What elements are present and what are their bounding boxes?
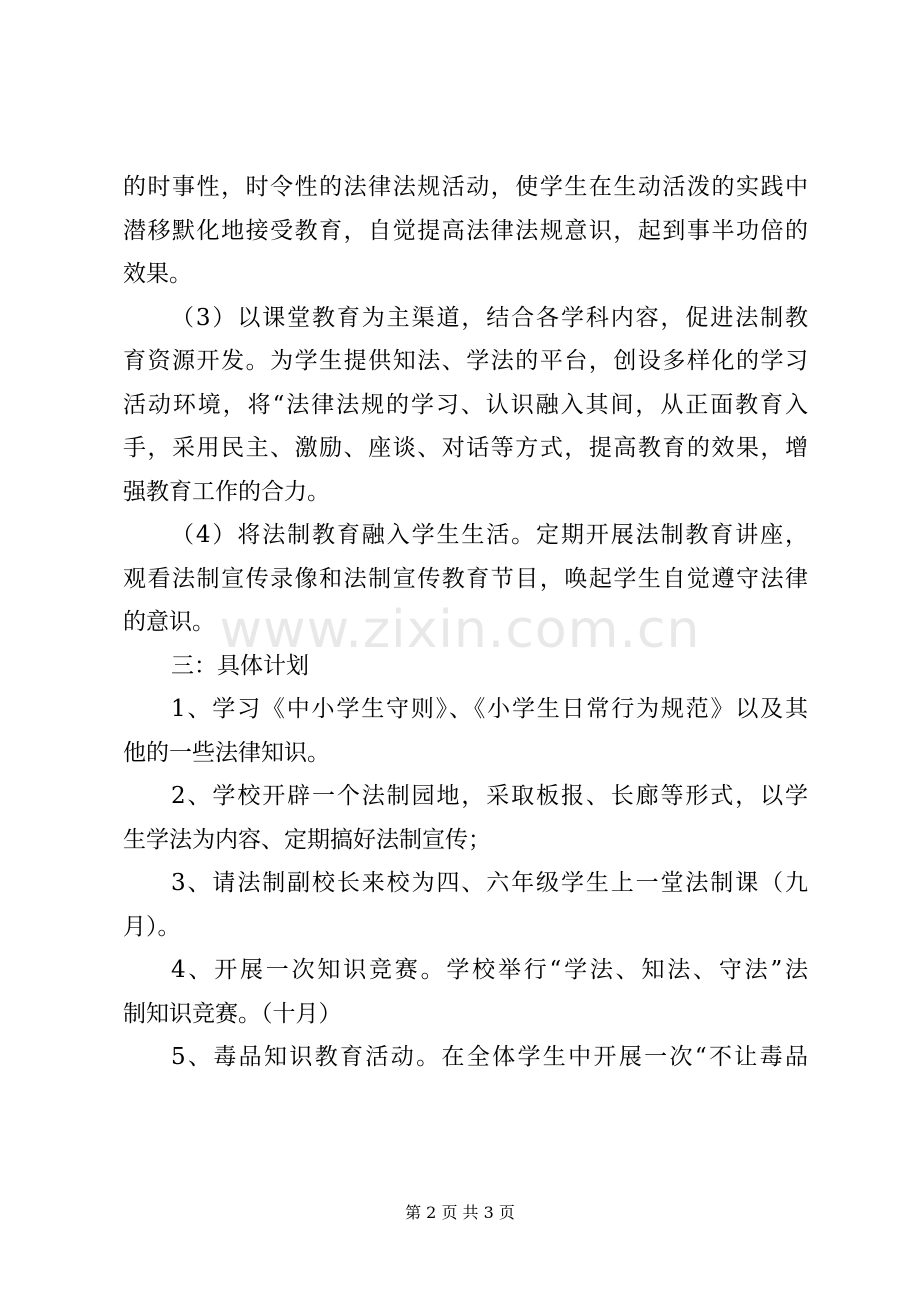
text-line: （4）将法制教育融入学生生活。定期开展法制教育讲座， — [171, 522, 808, 548]
text-line: （3）以课堂教育为主渠道，结合各学科内容，促进法制教 — [171, 304, 808, 331]
text-line: 5、毒品知识教育活动。在全体学生中开展一次“不让毒品 — [171, 1044, 808, 1070]
text-line: 的意识。 — [123, 609, 215, 635]
text-line: 制知识竞赛。（十月） — [123, 1000, 342, 1027]
text-line: 生学法为内容、定期搞好法制宣传； — [123, 826, 491, 853]
text-line: 观看法制宣传录像和法制宣传教育节目，唤起学生自觉遵守法律 — [123, 565, 808, 592]
text-line: 手，采用民主、激励、座谈、对话等方式，提高教育的效果，增 — [123, 435, 808, 461]
watermark: www.zixin.com.cn — [219, 600, 701, 660]
text-line: 潜移默化地接受教育，自觉提高法律法规意识，起到事半功倍的 — [123, 217, 808, 244]
text-line: 他的一些法律知识。 — [123, 739, 330, 766]
text-line: 4、开展一次知识竞赛。学校举行“学法、知法、守法”法 — [171, 957, 808, 983]
text-line: 三：具体计划 — [171, 652, 309, 679]
text-line: 1、学习《中小学生守则》、《小学生日常行为规范》以及其 — [171, 696, 808, 722]
page-footer: 第 2 页 共 3 页 — [405, 1203, 515, 1222]
document-body — [123, 166, 808, 1080]
text-line: 效果。 — [123, 261, 192, 287]
text-line: 2、学校开辟一个法制园地，采取板报、长廊等形式，以学 — [171, 783, 808, 809]
text-line: 活动环境，将“法律法规的学习、认识融入其间，从正面教育入 — [123, 391, 808, 418]
text-line: 强教育工作的合力。 — [123, 478, 330, 505]
text-line: 月）。 — [123, 913, 181, 940]
text-line: 的时事性，时令性的法律法规活动，使学生在生动活泼的实践中 — [123, 174, 808, 200]
text-line: 3、请法制副校长来校为四、六年级学生上一堂法制课（九 — [171, 870, 808, 896]
text-line: 育资源开发。为学生提供知法、学法的平台，创设多样化的学习 — [123, 348, 808, 374]
